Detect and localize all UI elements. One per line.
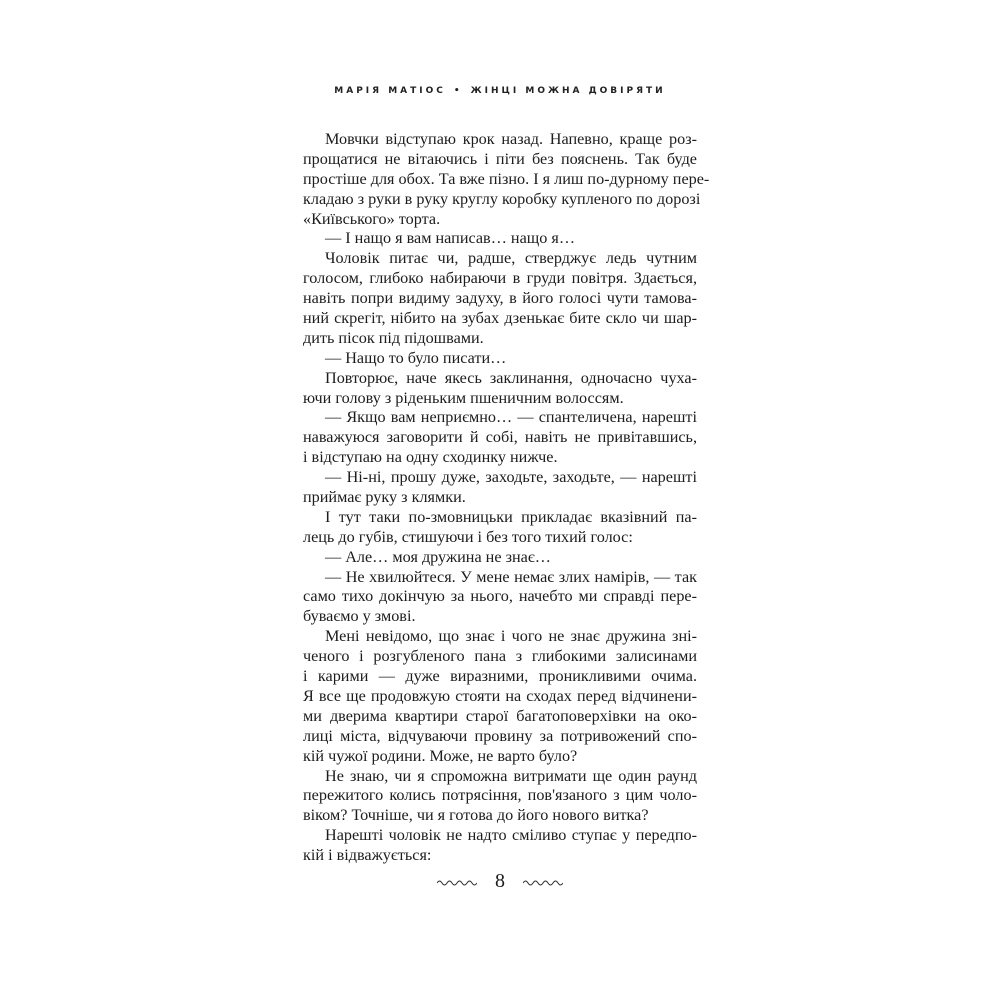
header-author: МАРІЯ МАТІОС (334, 86, 446, 96)
text-line: «Київського» торта. (303, 209, 441, 228)
text-line: і карими — дуже виразними, проникливими очима. (303, 667, 697, 686)
text-line: кладаю з руки в руку круглу коробку купленого по дорозі (303, 189, 701, 208)
text-line: приймає руку з клямки. (303, 488, 466, 507)
text-line: кій і відважується: (303, 846, 432, 865)
text-line: лець до губів, стишуючи і без того тихий голос: (303, 527, 633, 546)
wave-ornament-icon (523, 878, 563, 886)
text-line: і відступаю на одну сходинку нижче. (303, 448, 558, 467)
page-body-text (303, 130, 710, 866)
text-line: — І нащо я вам написав… нащо я… (325, 229, 576, 248)
text-line: — Не хвилюйтеся. У мене немає злих намірів, — так (325, 567, 697, 586)
text-line: Нарешті чоловік не надто сміливо ступає у передпо- (325, 826, 697, 845)
paragraph (303, 508, 697, 548)
text-line: голосом, глибоко набираючи в груди повітря. Здається, (303, 269, 697, 288)
text-line: — Ні-ні, прошу дуже, заходьте, заходьте, — нарешті (325, 468, 697, 487)
text-line: Чоловік питає чи, радше, стверджує ледь чутним (325, 249, 697, 268)
header-separator: • (453, 86, 463, 96)
paragraph (303, 369, 697, 409)
paragraph (303, 826, 697, 866)
text-line: простіше для обох. Та вже пізно. І я лиш по-дурному пере- (303, 169, 710, 188)
text-line: — Нащо то було писати… (325, 348, 507, 367)
paragraph (303, 229, 697, 249)
paragraph (303, 408, 697, 468)
paragraph (303, 468, 697, 508)
text-line: — Але… моя дружина не знає… (325, 547, 551, 566)
paragraph (303, 548, 697, 568)
text-line: — Якщо вам неприємно… — спантеличена, нарешті (325, 408, 697, 427)
text-line: кій чужої родини. Може, не варто було? (303, 746, 578, 765)
running-header (300, 86, 700, 96)
text-line: пережитого колись потрясіння, пов'язаного з цим чоло- (303, 786, 697, 805)
text-line: Повторює, наче якесь заклинання, одночасно чуха- (325, 368, 697, 387)
wave-ornament-icon (437, 878, 477, 886)
text-line: Я все ще продовжую стояти на сходах перед відчинени- (303, 686, 697, 705)
paragraph (303, 568, 697, 628)
text-line: наважуюся заговорити й собі, навіть не привітавшись, (303, 428, 697, 447)
page-footer (0, 870, 1000, 893)
paragraph (303, 627, 697, 766)
paragraph (303, 349, 697, 369)
page-number: 8 (495, 870, 505, 892)
text-line: ючи голову з ріденьким пшеничним волоссям. (303, 388, 624, 407)
text-line: само тихо докінчую за нього, начебто ми справді пере- (303, 587, 697, 606)
text-line: буваємо у змові. (303, 607, 416, 626)
text-line: лиці міста, відчуваючи провину за потривожений спо- (303, 726, 697, 745)
text-line: дить пісок під підошвами. (303, 328, 484, 347)
text-line: ний скрегіт, нібито на зубах дзенькає бите скло чи шар- (303, 309, 697, 328)
text-line: прощатися не вітаючись і піти без пояснень. Так буде (303, 149, 697, 168)
paragraph (303, 767, 697, 827)
text-line: І тут таки по-змовницьки прикладає вказівний па- (325, 507, 697, 526)
text-line: Не знаю, чи я спроможна витримати ще один раунд (325, 766, 697, 785)
text-line: навіть попри видиму задуху, в його голосі чути тамова- (303, 289, 697, 308)
paragraph (303, 130, 710, 229)
header-title: ЖІНЦІ МОЖНА ДОВІРЯТИ (470, 86, 666, 96)
text-line: Мовчки відступаю крок назад. Напевно, краще роз- (325, 130, 697, 148)
paragraph (303, 249, 697, 348)
text-line: Мені невідомо, що знає і чого не знає дружина зні- (325, 627, 697, 646)
text-line: віком? Точніше, чи я готова до його нового витка? (303, 806, 649, 825)
text-line: ченого і розгубленого пана з глибокими залисинами (303, 647, 697, 666)
text-line: ми дверима квартири старої багатоповерхівки на око- (303, 706, 697, 725)
